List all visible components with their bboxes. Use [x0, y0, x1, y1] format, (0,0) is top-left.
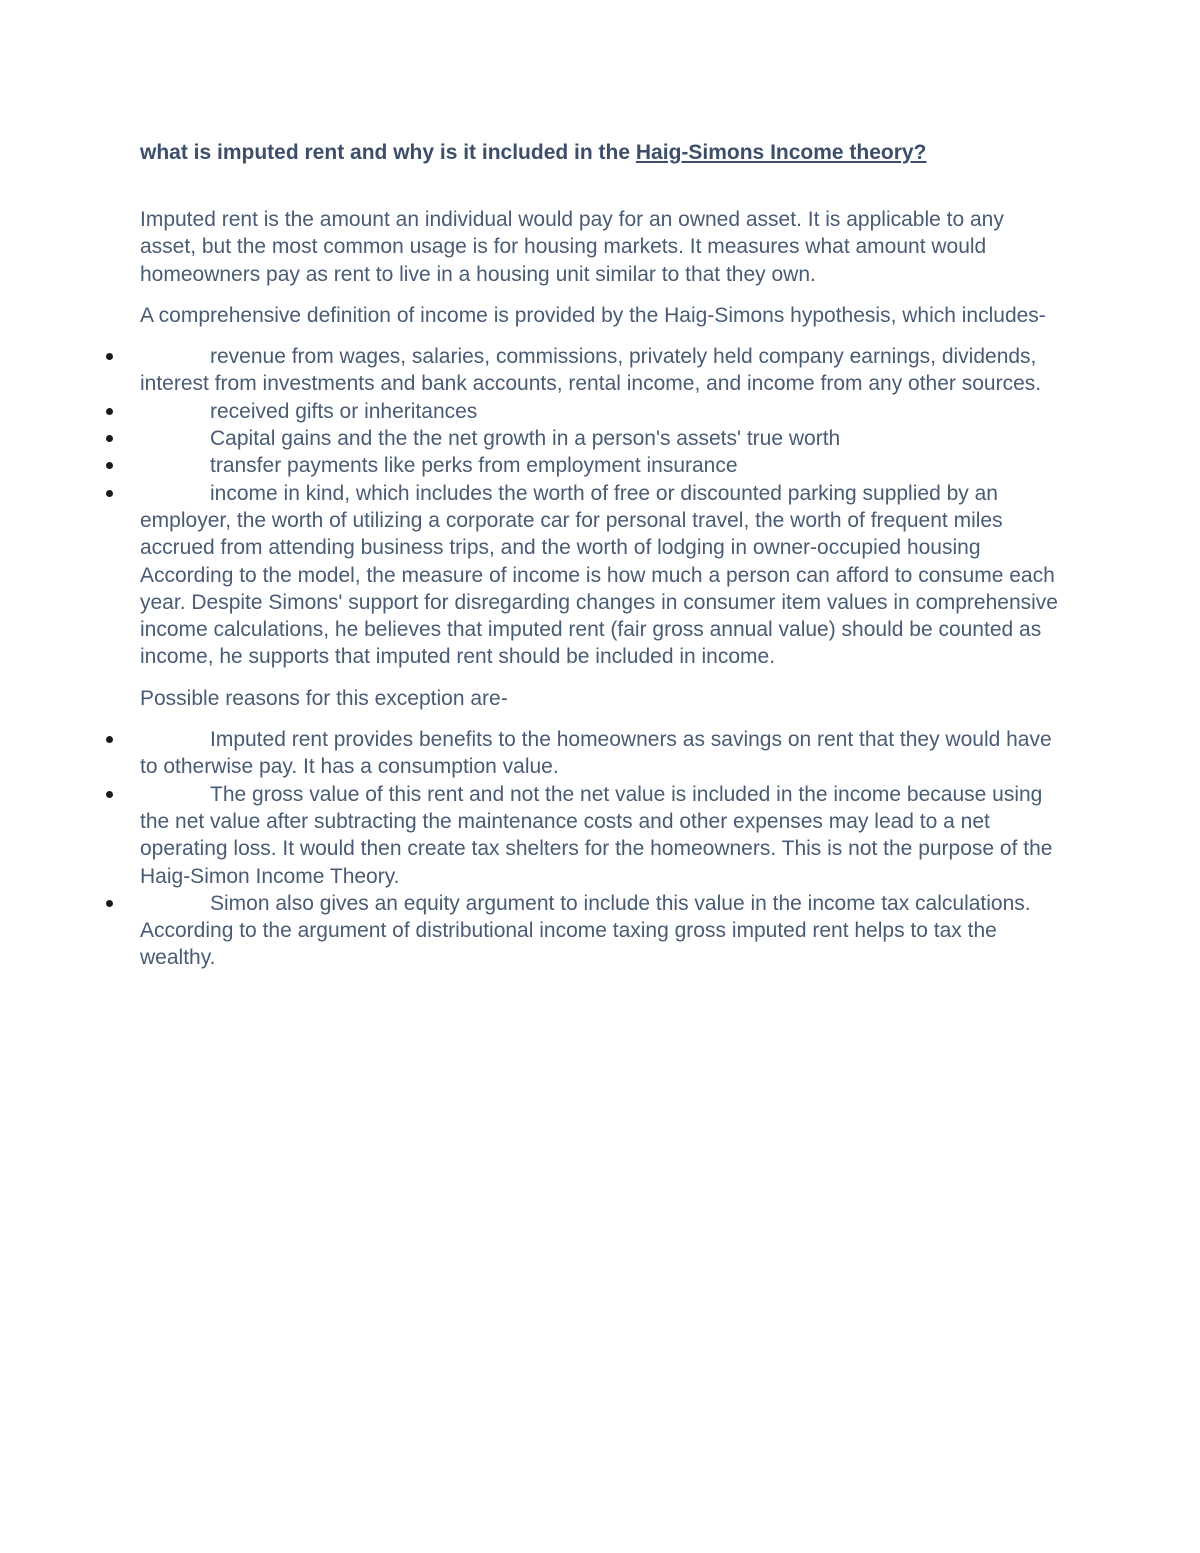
definition-paragraph: A comprehensive definition of income is provided by the Haig-Simons hypothesis, which includes-: [140, 303, 1046, 327]
document-body: [140, 138, 1065, 986]
reasons-list: [140, 726, 1065, 972]
list-item: revenue from wages, salaries, commissions, privately held company earnings, dividends, interest from investments and bank accounts, rental income, and income from any other sources.: [140, 343, 1065, 398]
list-item: transfer payments like perks from employment insurance: [140, 452, 1065, 479]
question-heading: [140, 138, 1065, 168]
model-paragraph: According to the model, the measure of income is how much a person can afford to consume each year. Despite Simons' support for disregarding changes in consumer item values in comprehensive income calculations, he believes that imputed rent (fair gross annual value) should be counted as income, he supports that imputed rent should be included in income.: [140, 563, 1058, 669]
list-item: Simon also gives an equity argument to include this value in the income tax calculations. According to the argument of distributional income taxing gross imputed rent helps to tax the wealthy.: [140, 890, 1065, 972]
reasons-intro-paragraph: Possible reasons for this exception are-: [140, 686, 508, 710]
income-list: [140, 343, 1065, 561]
list-item: Imputed rent provides benefits to the homeowners as savings on rent that they would have to otherwise pay. It has a consumption value.: [140, 726, 1065, 781]
haig-simons-link[interactable]: Haig-Simons Income theory?: [635, 141, 927, 164]
list-item: Capital gains and the the net growth in a person's assets' true worth: [140, 425, 1065, 452]
list-item: The gross value of this rent and not the net value is included in the income because using the net value after subtracting the maintenance costs and other expenses may lead to a net operating loss. It would then create tax shelters for the homeowners. This is not the purpose of the Haig-Simon Income Theory.: [140, 781, 1065, 890]
list-item: received gifts or inheritances: [140, 398, 1065, 425]
question-text: what is imputed rent and why is it included in the: [140, 141, 636, 164]
list-item: income in kind, which includes the worth of free or discounted parking supplied by an employer, the worth of utilizing a corporate car for personal travel, the worth of frequent miles accrued from attending business trips, and the worth of lodging in owner-occupied housing: [140, 480, 1065, 562]
intro-paragraph: Imputed rent is the amount an individual would pay for an owned asset. It is applicable to any asset, but the most common usage is for housing markets. It measures what amount would homeowners pay as rent to live in a housing unit similar to that they own.: [140, 208, 1004, 286]
